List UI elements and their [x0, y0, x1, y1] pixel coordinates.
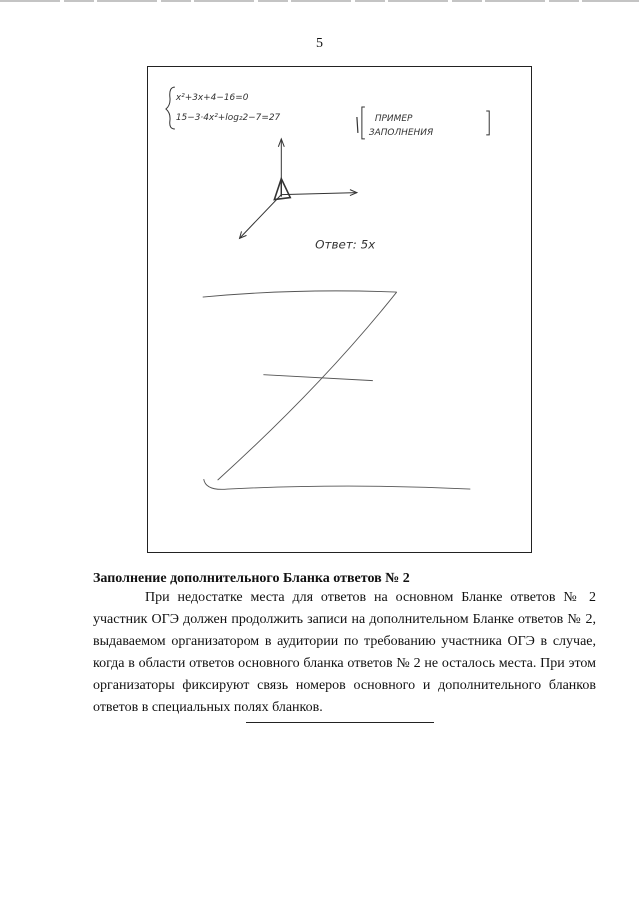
section-heading: Заполнение дополнительного Бланка ответов № 2 — [93, 571, 410, 586]
answer-form-sample — [147, 66, 532, 553]
equation-line-1: x²+3x+4−16=0 — [175, 93, 249, 104]
note-bracket-left — [362, 107, 365, 139]
system-brace — [166, 87, 175, 129]
body-paragraph: При недостатке места для ответов на основном Бланке ответов № 2 участник ОГЭ должен продолжить записи на дополнительном Бланке ответов № 2, выдаваемом организатором в аудитории по требованию участника ОГЭ в случае, когда в области ответов основного бланка ответов № 2 не осталось места. При этом организаторы фиксируют связь номеров основного и дополнительного бланков ответов в специальных полях бланков. — [93, 590, 596, 715]
top-border-line — [0, 0, 639, 3]
handwritten-sample-drawing — [148, 67, 531, 552]
page-number: 5 — [316, 36, 323, 51]
note-line-2: ЗАПОЛНЕНИЯ — [368, 127, 434, 138]
note-line-1: ПРИМЕР — [374, 113, 413, 124]
equation-line-2: 15−3·4x²+log₂2−7=27 — [175, 112, 281, 123]
z-cross-out — [203, 291, 471, 489]
note-bracket-right — [486, 111, 489, 135]
axes-sketch — [240, 139, 357, 238]
end-divider-line — [246, 722, 434, 723]
answer-text: Ответ: 5x — [315, 237, 376, 252]
